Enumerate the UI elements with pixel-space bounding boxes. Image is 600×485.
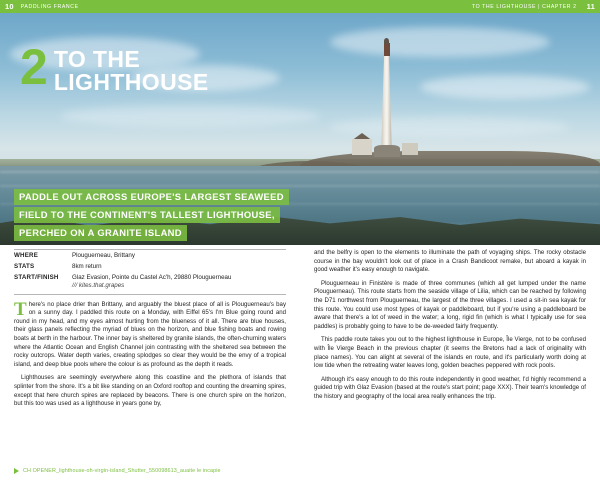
cloud [330,27,550,57]
outbuilding [402,143,418,155]
table-row [14,250,286,261]
chapter-title [54,46,209,94]
left-page-number: 10 [5,2,14,11]
photo-caption [14,189,324,243]
info-table-bottom-rule [14,294,286,295]
arrow-right-icon [14,468,19,474]
caption-line-2: FIELD TO THE CONTINENT'S TALLEST LIGHTHOUSE, [14,207,280,223]
info-value-where: Plouguerneau, Brittany [72,251,135,259]
info-key-stats: STATS [14,262,35,270]
header-right [472,0,600,13]
info-key-startfinish: START/FINISH [14,273,59,281]
chapter-title-line1: TO THE [53,46,141,72]
footer-note-text: CH OPENER_lighthouse-oh-virgin-island_Shutter_550098613_auaite le incapie [23,468,221,474]
lighthouse-lantern [384,43,390,56]
drop-cap: T [14,298,27,320]
right-paragraph-1: and the belfry is open to the elements to illuminate the path of voyaging ships. The rocky obstacle course in the bay wouldn't look out of place in a Crash Bandicoot remake, but aboard a kayak in good weather it's easy enough to navigate. [314,249,586,274]
right-running-head: TO THE LIGHTHOUSE | CHAPTER 2 [471,3,577,10]
startfinish-address: Glaz Evasion, Pointe du Castel Ac'h, 29880 Plouguerneau [72,273,232,281]
chapter-number: 2 [20,39,48,95]
table-row [14,261,286,272]
chapter-title-block [20,39,209,95]
footer-note [14,468,221,474]
right-paragraph-4: Although it's easy enough to do this route independently in good weather, I'd highly recommend a guided trip with Glaz Evasion (based at the route's start point; page XXX). Their team's knowledge of the history and geography of the local area really enhances the trip. [314,375,586,400]
cloud [60,105,320,127]
page-body [0,249,600,459]
header-left [0,0,79,13]
table-row [14,272,286,291]
chapter-opener-photo [0,13,600,245]
keepers-house [352,139,372,155]
left-paragraph-2: Lighthouses are seemingly everywhere along this coastline and the plethora of islands that splinter from the shore. It's a bit like standing on an Oxford rooftop and counting the dreaming spires, except that here church spires are replaced by beacons. There is one church spire on the horizon, but this too was used as a lighthouse in years gone by, [14,374,286,408]
lighthouse-base [374,145,400,157]
chapter-title-line2: LIGHTHOUSE [53,69,209,95]
sea-glint [0,171,600,173]
left-paragraph-1-text: here's no place drier than Brittany, and arguably the bluest place of all is Plouguerneau's bay on a sunny day. I paddled this route on a Monday, with Eiffel 65's I'm Blue going round and round in my head, and my eyes almost hurting from the blueness of it all. There are blue houses, their glass panels reflecting the myriad of blues on the horizon, and blue fishing boats and rowing boats at berth in the harbour. The inner bay is sheltered by granite islands, the often-churning waters where the Atlantic Ocean and English Channel join contrasting with the sheltered sea between the rocky outcrops. Water depth varies, creating splodges so clear they would be the envy of a tropical island, and deep blue pools where the colour is as profound as the depth it reads. [14,300,286,368]
page-header [0,0,600,13]
info-value-startfinish [72,272,286,291]
lighthouse-dome [384,38,389,44]
right-page-number: 11 [586,2,595,11]
cloud [420,75,590,99]
left-running-head: PADDLING FRANCE [20,3,79,10]
caption-line-1: PADDLE OUT ACROSS EUROPE'S LARGEST SEAWEED [14,189,289,205]
left-column [14,249,286,459]
route-info-table [14,250,286,292]
what3words-code: /// kites.that.grapes [72,281,125,289]
caption-line-3: PERCHED ON A GRANITE ISLAND [14,225,187,241]
right-column [314,249,586,459]
right-paragraph-2: Plouguerneau in Finistère is made of three communes (which all get lumped under the name Plouguerneau). This route starts from the seaside village of Lilia, which can be reached by following the D71 northwest from Plouguerneau, the largest of the three villages. I used a sit-in sea kayak for this route. You could use most types of kayak or paddleboard, but if you're using a paddleboard be aware that there's a lot of weed in the water; a long, rigid fin (which is what I typically use for sea paddles) is probably going to have to be de-weeded fairly frequently. [314,279,586,330]
info-value-stats: 8km return [72,262,102,270]
right-paragraph-3: This paddle route takes you out to the highest lighthouse in Europe, Île Vierge, not to be confused with Île Vierge Beach in the previous chapter (it seems the Bretons had a lack of originality with place names). You can alight at several of the islands en route, and it's particularly worth doing at low tide when the retreating water leaves long, golden beaches peppered with rock pools. [314,336,586,370]
info-key-where: WHERE [14,251,39,259]
cloud [330,117,570,137]
sea-glint [0,185,600,187]
left-paragraph-1 [14,298,286,370]
